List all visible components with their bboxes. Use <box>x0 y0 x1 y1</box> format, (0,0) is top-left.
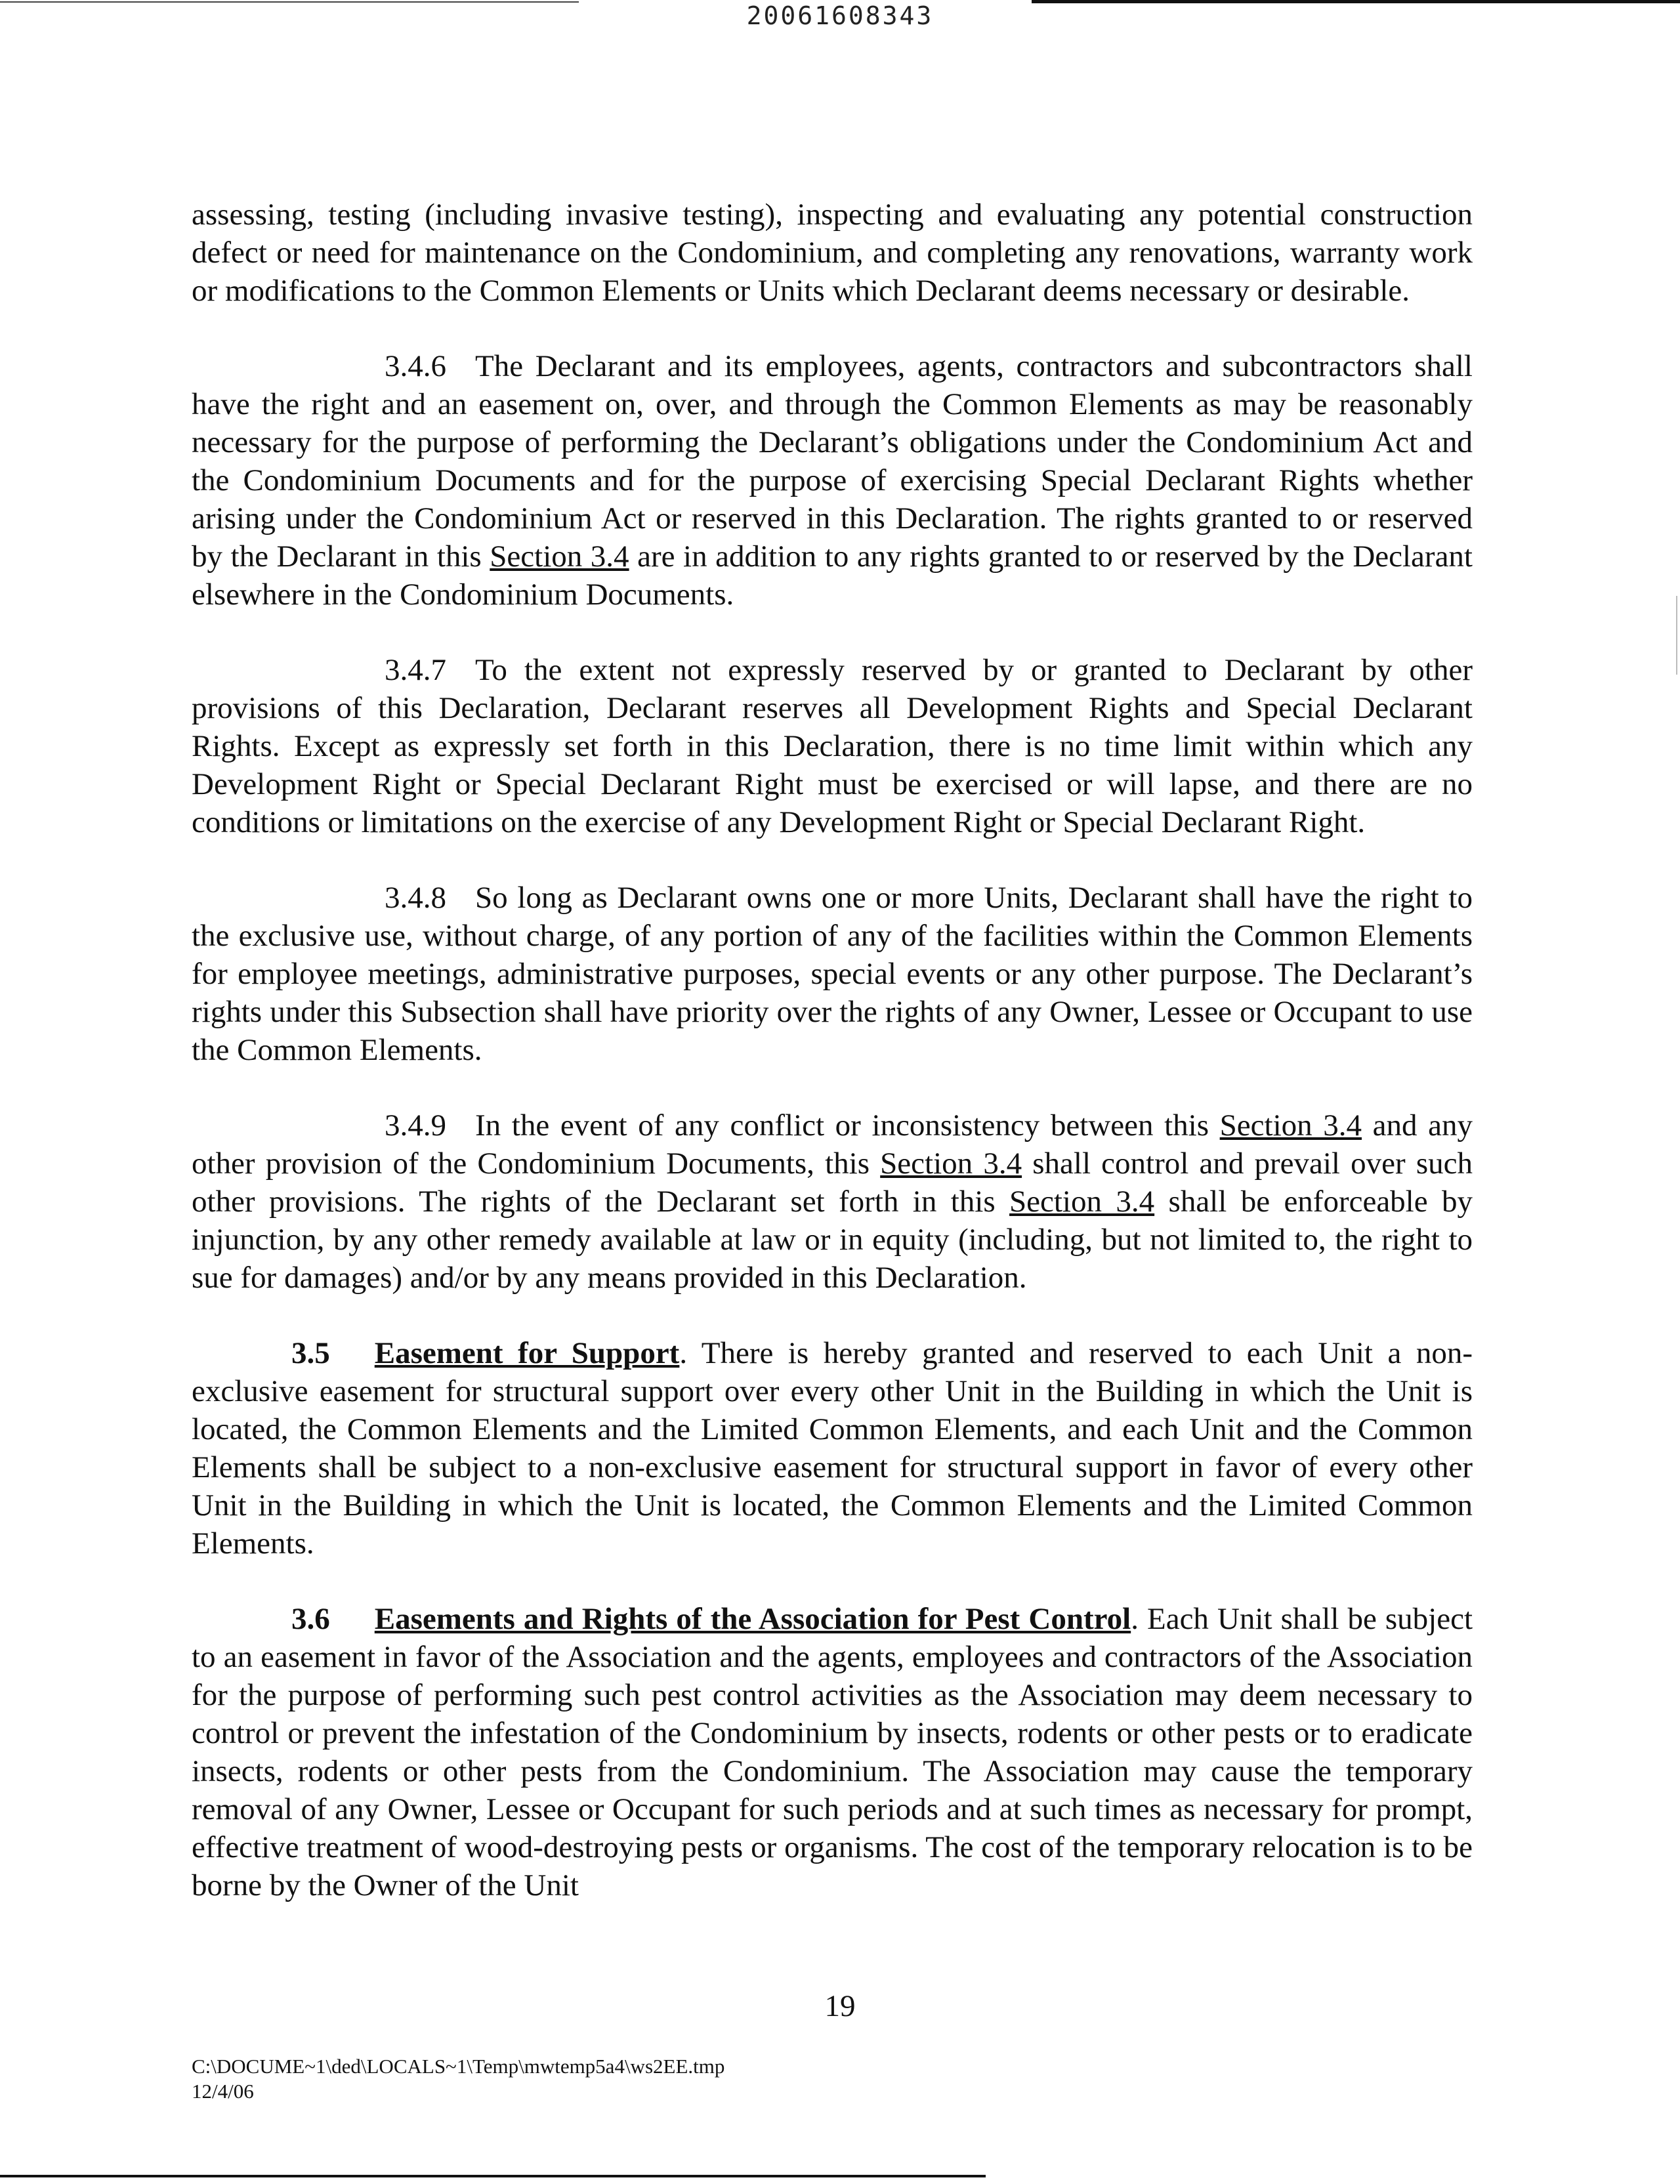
paragraph-text: In the event of any conflict or inconsistency between this <box>475 1108 1220 1143</box>
section-number: 3.6 <box>291 1602 330 1636</box>
paragraph-3-4-7 <box>192 651 1473 841</box>
section-reference: Section 3.4 <box>490 539 629 574</box>
document-body <box>192 196 1473 1942</box>
footer-date: 12/4/06 <box>192 2080 254 2103</box>
section-heading: Easement for Support <box>374 1336 680 1370</box>
footer-file-path: C:\DOCUME~1\ded\LOCALS~1\Temp\mwtemp5a4\ws2EE.tmp <box>192 2055 725 2078</box>
page-number: 19 <box>824 1989 856 2023</box>
section-number: 3.4.6 <box>385 349 446 383</box>
paragraph-3-4-9 <box>192 1106 1473 1297</box>
paragraph-text: shall be enforceable by injunction, by any other remedy available at law or in equity (including, but not limited to, the right to sue for damages) and/or by any means provided in this Declaration. <box>192 1185 1473 1295</box>
scan-edge-mark <box>1676 596 1677 675</box>
section-reference: Section 3.4 <box>1219 1108 1362 1143</box>
paragraph-text: shall control and prevail over such other provisions. The rights of the Declarant set forth in this <box>192 1146 1473 1219</box>
paragraph-3-4-8 <box>192 879 1473 1069</box>
document-number: 20061608343 <box>746 1 934 30</box>
paragraph-text: are in addition to any rights granted to or reserved by the Declarant elsewhere in the Condominium Documents. <box>192 539 1473 612</box>
paragraph-continuation <box>192 196 1473 310</box>
section-number: 3.4.8 <box>385 881 446 915</box>
paragraph-text: To the extent not expressly reserved by or granted to Declarant by other provisions of this Declaration, Declarant reserves all Development Rights and Special Declarant Rights. Except as expressly set forth in this Declaration, there is no time limit within which any Development Right or Special Declarant Right must be exercised or will lapse, and there are no conditions or limitations on the exercise of any Development Right or Special Declarant Right. <box>192 653 1473 839</box>
bottom-rule <box>0 2175 986 2177</box>
paragraph-text: So long as Declarant owns one or more Units, Declarant shall have the right to the exclusive use, without charge, of any portion of any of the facilities within the Common Elements for employee meetings, administrative purposes, special events or any other purpose. The Declarant’s rights under this Subsection shall have priority over the rights of any Owner, Lessee or Occupant to use the Common Elements. <box>192 881 1473 1067</box>
section-reference: Section 3.4 <box>880 1146 1022 1181</box>
paragraph-3-5 <box>192 1334 1473 1563</box>
section-number: 3.4.7 <box>385 653 446 687</box>
section-heading: Easements and Rights of the Association for Pest Control <box>374 1602 1131 1636</box>
section-number: 3.5 <box>291 1336 330 1370</box>
paragraph-text: assessing, testing (including invasive testing), inspecting and evaluating any potential construction defect or need for maintenance on the Condominium, and completing any renovations, warranty work or modifications to the Common Elements or Units which Declarant deems necessary or desirable. <box>192 198 1473 308</box>
section-number: 3.4.9 <box>385 1108 446 1143</box>
paragraph-3-4-6 <box>192 347 1473 614</box>
paragraph-text: . There is hereby granted and reserved to each Unit a non-exclusive easement for structural support over every other Unit in the Building in which the Unit is located, the Common Elements and the Limited Common Elements, and each Unit and the Common Elements shall be subject to a non-exclusive easement for structural support in favor of every other Unit in the Building in which the Unit is located, the Common Elements and the Limited Common Elements. <box>192 1336 1473 1561</box>
section-reference: Section 3.4 <box>1009 1185 1155 1219</box>
paragraph-text: The Declarant and its employees, agents, contractors and subcontractors shall have the right and an easement on, over, and through the Common Elements as may be reasonably necessary for the purpose of performing the Declarant’s obligations under the Condominium Act and the Condominium Documents and for the purpose of exercising Special Declarant Rights whether arising under the Condominium Act or reserved in this Declaration. The rights granted to or reserved by the Declarant in this <box>192 349 1473 574</box>
paragraph-text: and any other provision of the Condominium Documents, this <box>192 1108 1473 1181</box>
paragraph-3-6 <box>192 1600 1473 1904</box>
paragraph-text: . Each Unit shall be subject to an easement in favor of the Association and the agents, employees and contractors of the Association for the purpose of performing such pest control activities as the Association may deem necessary to control or prevent the infestation of the Condominium by insects, rodents or other pests or to eradicate insects, rodents or other pests from the Condominium. The Association may cause the temporary removal of any Owner, Lessee or Occupant for such periods and at such times as necessary for prompt, effective treatment of wood-destroying pests or organisms. The cost of the temporary relocation is to be borne by the Owner of the Unit <box>192 1602 1473 1902</box>
